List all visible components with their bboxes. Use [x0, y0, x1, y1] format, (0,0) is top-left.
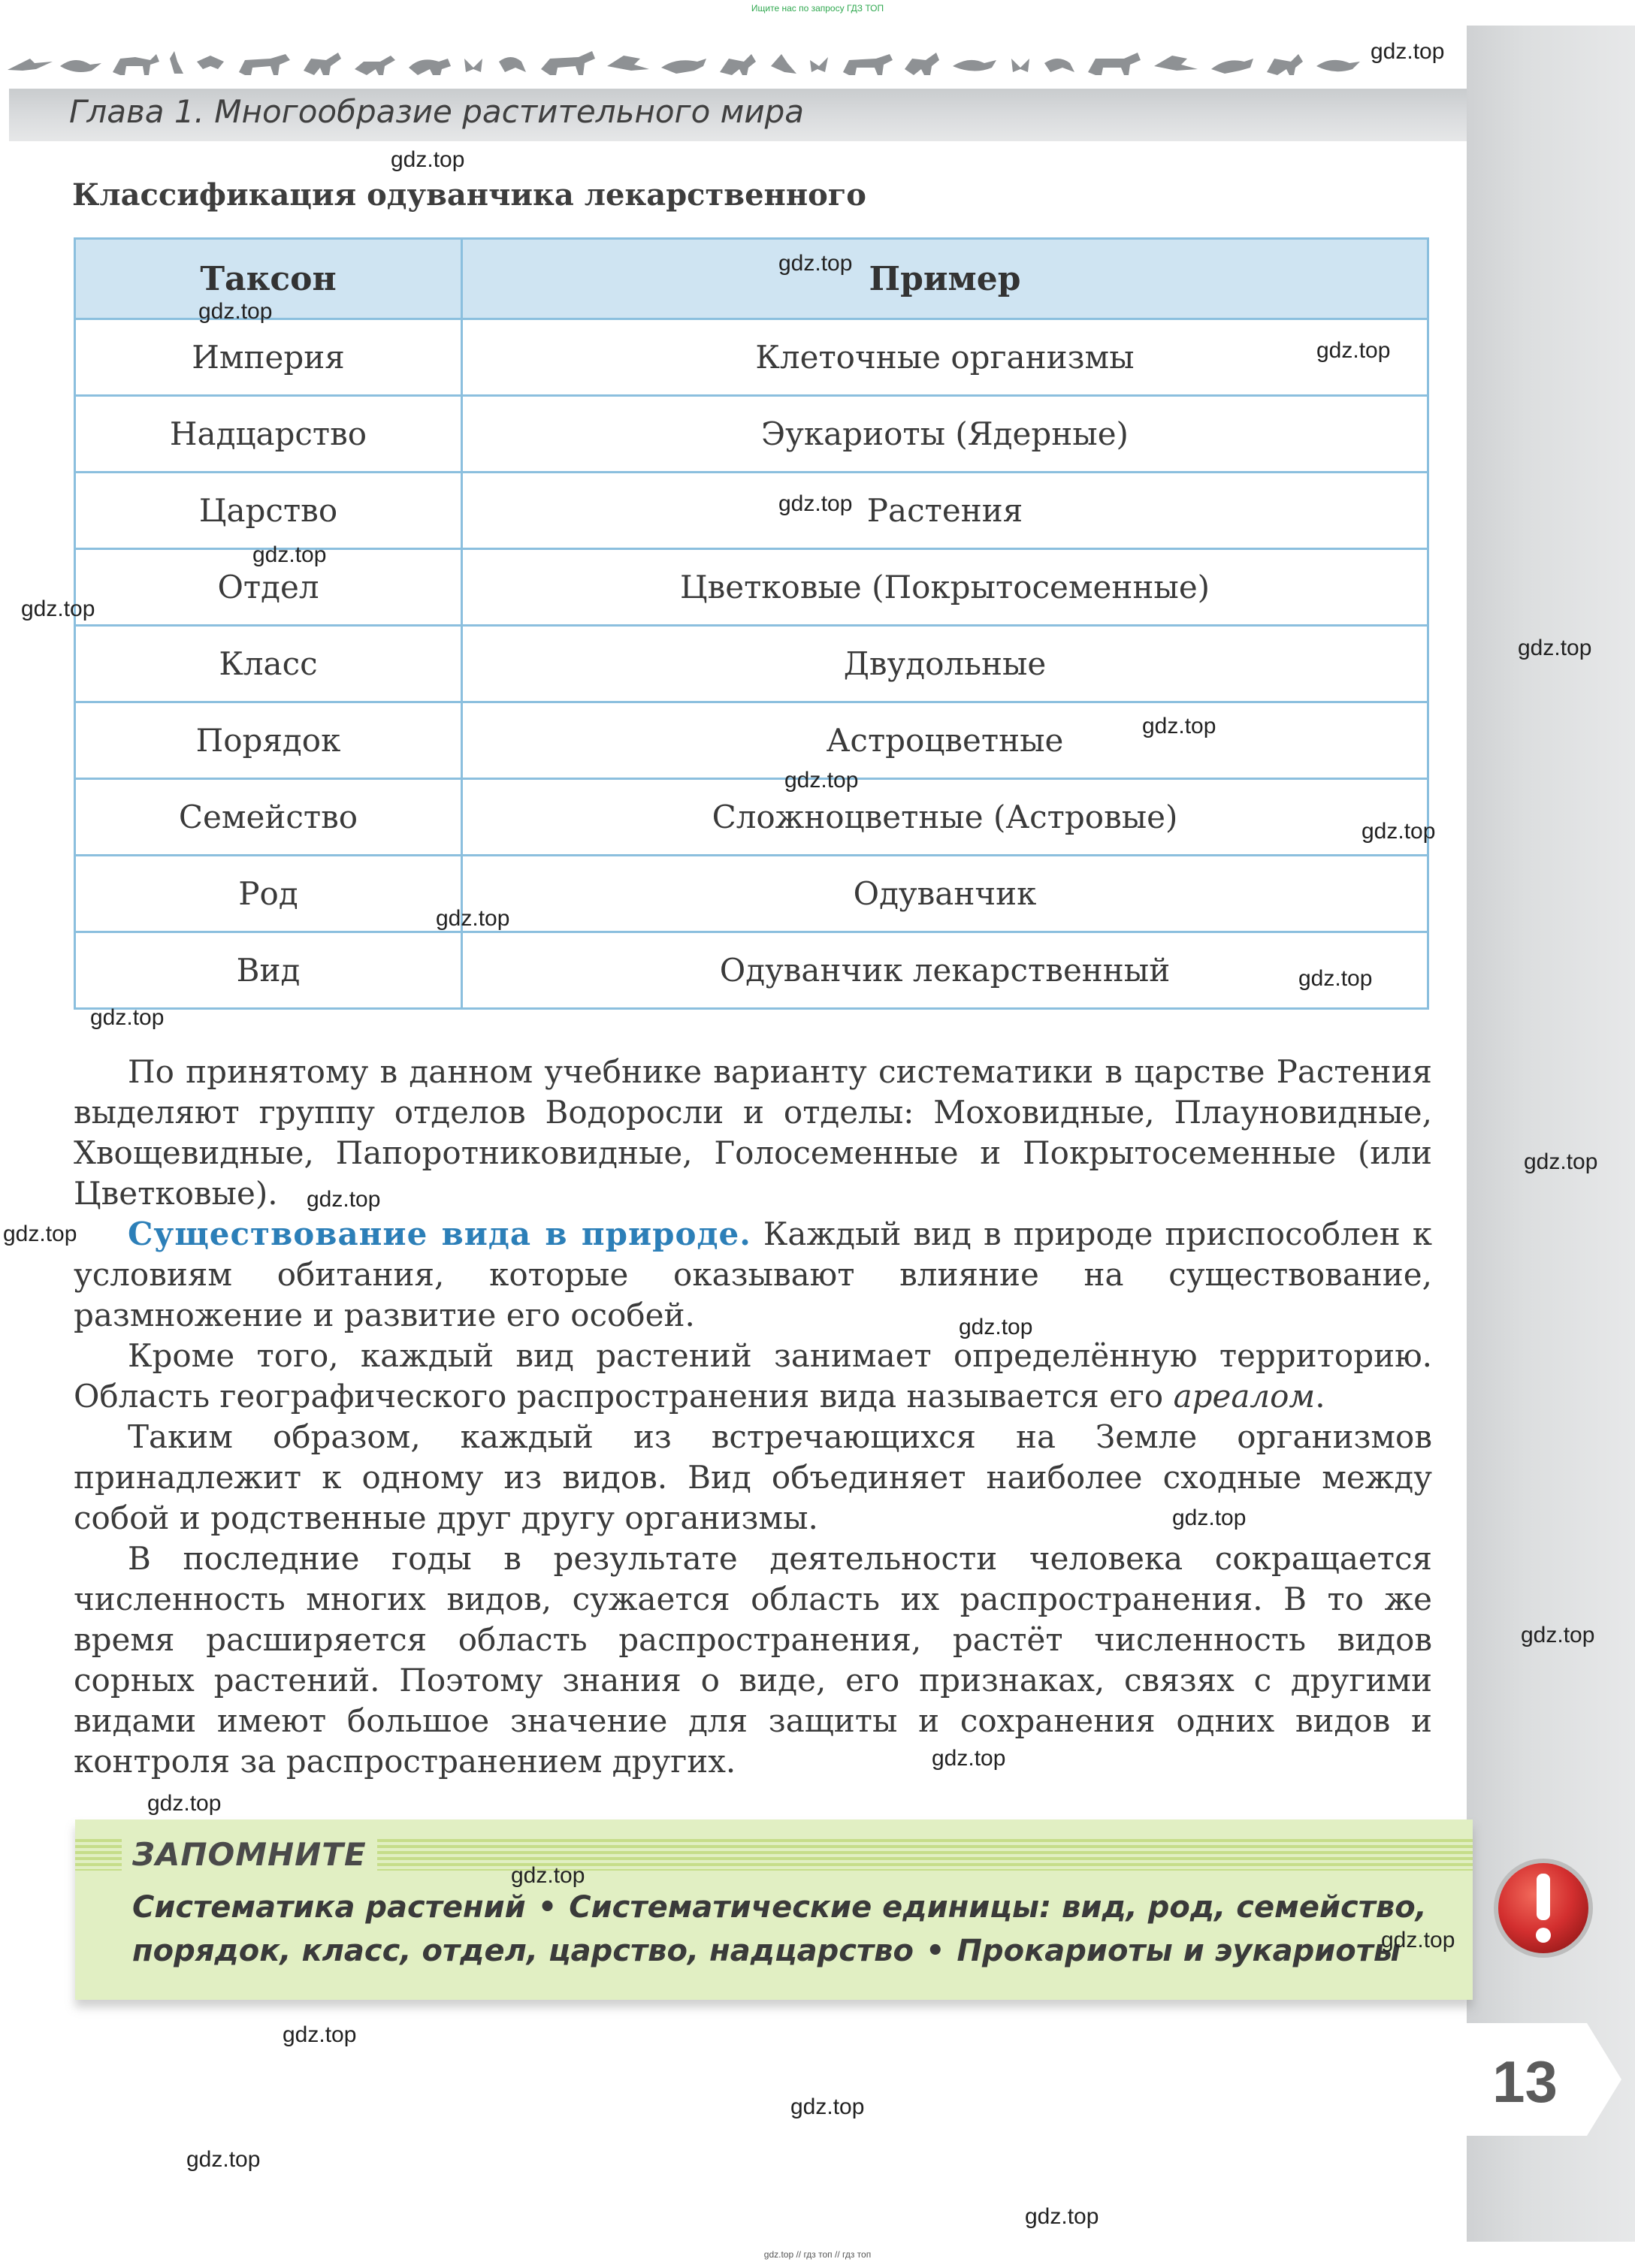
taxon-cell: Царство: [75, 473, 462, 549]
watermark: gdz.top: [959, 1315, 1033, 1339]
taxon-cell: Семейство: [75, 779, 462, 856]
taxon-cell: Отдел: [75, 549, 462, 626]
table-row: [75, 779, 1428, 856]
watermark: gdz.top: [778, 251, 853, 276]
paragraph-species-definition: Таким образом, каждый из встречающихся на Земле организмов принадлежит к одному из видов. Вид объединяет наиболее сходные между собой и родственные друг другу организмы.: [74, 1418, 1432, 1536]
remember-title: ЗАПОМНИТЕ: [122, 1836, 377, 1873]
watermark: gdz.top: [1361, 819, 1436, 844]
watermark: gdz.top: [1371, 39, 1445, 64]
watermark: gdz.top: [436, 906, 510, 931]
watermark: gdz.top: [1316, 338, 1391, 363]
section-lead-in: Существование вида в природе.: [128, 1216, 751, 1252]
watermark: gdz.top: [90, 1005, 165, 1030]
example-cell: Одуванчик лекарственный: [462, 932, 1428, 1009]
watermark: gdz.top: [1172, 1505, 1247, 1530]
table-row: [75, 626, 1428, 702]
watermark: gdz.top: [790, 2094, 865, 2119]
watermark: gdz.top: [778, 491, 853, 516]
body-text: [74, 1052, 1432, 1782]
table-row: [75, 473, 1428, 549]
remember-item: Прокариоты и эукариоты: [957, 1934, 1401, 1968]
watermark: gdz.top: [3, 1222, 77, 1246]
watermark: gdz.top: [147, 1791, 222, 1816]
classification-table: [74, 237, 1429, 1010]
paragraph-range: Кроме того, каждый вид растений занимает определённую территорию. Область географического распространения вида называется его ареалом.: [74, 1337, 1432, 1415]
example-cell: Эукариоты (Ядерные): [462, 396, 1428, 473]
table-row: [75, 932, 1428, 1009]
table-header-row: [75, 239, 1428, 319]
example-cell: Одуванчик: [462, 856, 1428, 932]
paragraph-human-impact: В последние годы в результате деятельности человека сокращается численность многих видов, сужается область их распространения. В то же время расширяется область распространения, растёт численность видов сорных растений. Поэтому знания о виде, его признаках, связях с другими видами имеют большое значение для защиты и сохранения одних видов и контроля за распространением других.: [74, 1540, 1432, 1780]
remember-item: Систематика растений: [132, 1890, 526, 1925]
bullet-separator: •: [925, 1934, 945, 1968]
watermark: gdz.top: [283, 2022, 357, 2047]
watermark: gdz.top: [1025, 2204, 1099, 2229]
watermark: gdz.top: [1381, 1928, 1455, 1952]
watermark: gdz.top: [511, 1863, 585, 1888]
example-cell: Растения: [462, 473, 1428, 549]
watermark: gdz.top: [1521, 1623, 1595, 1647]
remember-text: [132, 1886, 1455, 1973]
watermark: gdz.top: [932, 1746, 1006, 1771]
example-cell: Клеточные организмы: [462, 319, 1428, 396]
paragraph-species-existence: Существование вида в природе. Каждый вид в природе приспособлен к условиям обитания, которые оказывают влияние на существование, размножение и развитие его особей.: [74, 1216, 1432, 1333]
table-row: [75, 856, 1428, 932]
example-cell: Астроцветные: [462, 702, 1428, 779]
example-cell: Двудольные: [462, 626, 1428, 702]
watermark: gdz.top: [21, 596, 95, 621]
header-example: Пример: [462, 239, 1428, 319]
top-note: Ищите нас по запросу ГДЗ ТОП: [751, 3, 884, 14]
taxon-cell: Род: [75, 856, 462, 932]
watermark: gdz.top: [198, 299, 273, 324]
paragraph-systematics: По принятому в данном учебнике варианту систематики в царстве Растения выделяют группу отделов Водоросли и отделы: Моховидные, Плауновидные, Хвощевидные, Папоротниковидные, Голосеменные и Покрытосеменные (или Цветковые).: [74, 1053, 1432, 1212]
remember-item: Систематические единицы: вид, род, семейство, порядок, класс, отдел, царство, надцарство: [132, 1890, 1427, 1968]
table-row: [75, 396, 1428, 473]
watermark: gdz.top: [391, 147, 465, 172]
term-areal: ареалом: [1173, 1378, 1316, 1415]
taxon-cell: Империя: [75, 319, 462, 396]
example-cell: Цветковые (Покрытосеменные): [462, 549, 1428, 626]
taxon-cell: Порядок: [75, 702, 462, 779]
table-row: [75, 702, 1428, 779]
table-row: [75, 319, 1428, 396]
watermark: gdz.top: [1298, 966, 1373, 991]
example-cell: Сложноцветные (Астровые): [462, 779, 1428, 856]
taxon-cell: Вид: [75, 932, 462, 1009]
animal-silhouettes-decoration: [0, 36, 1467, 89]
header-taxon: Таксон: [75, 239, 462, 319]
watermark: gdz.top: [252, 542, 327, 567]
taxon-cell: Надцарство: [75, 396, 462, 473]
page-number: 13: [1492, 2049, 1558, 2115]
bottom-note: gdz.top // гдз топ // гдз топ: [763, 2249, 872, 2260]
taxon-cell: Класс: [75, 626, 462, 702]
exclamation-icon: [1491, 1856, 1596, 1961]
watermark: gdz.top: [307, 1187, 381, 1212]
watermark: gdz.top: [1518, 636, 1592, 660]
watermark: gdz.top: [1142, 714, 1216, 738]
watermark: gdz.top: [784, 768, 859, 793]
bullet-separator: •: [537, 1890, 558, 1925]
chapter-title: Глава 1. Многообразие растительного мира: [69, 93, 805, 130]
watermark: gdz.top: [186, 2147, 261, 2172]
table-caption: Классификация одуванчика лекарственного: [72, 177, 866, 213]
watermark: gdz.top: [1524, 1149, 1598, 1174]
